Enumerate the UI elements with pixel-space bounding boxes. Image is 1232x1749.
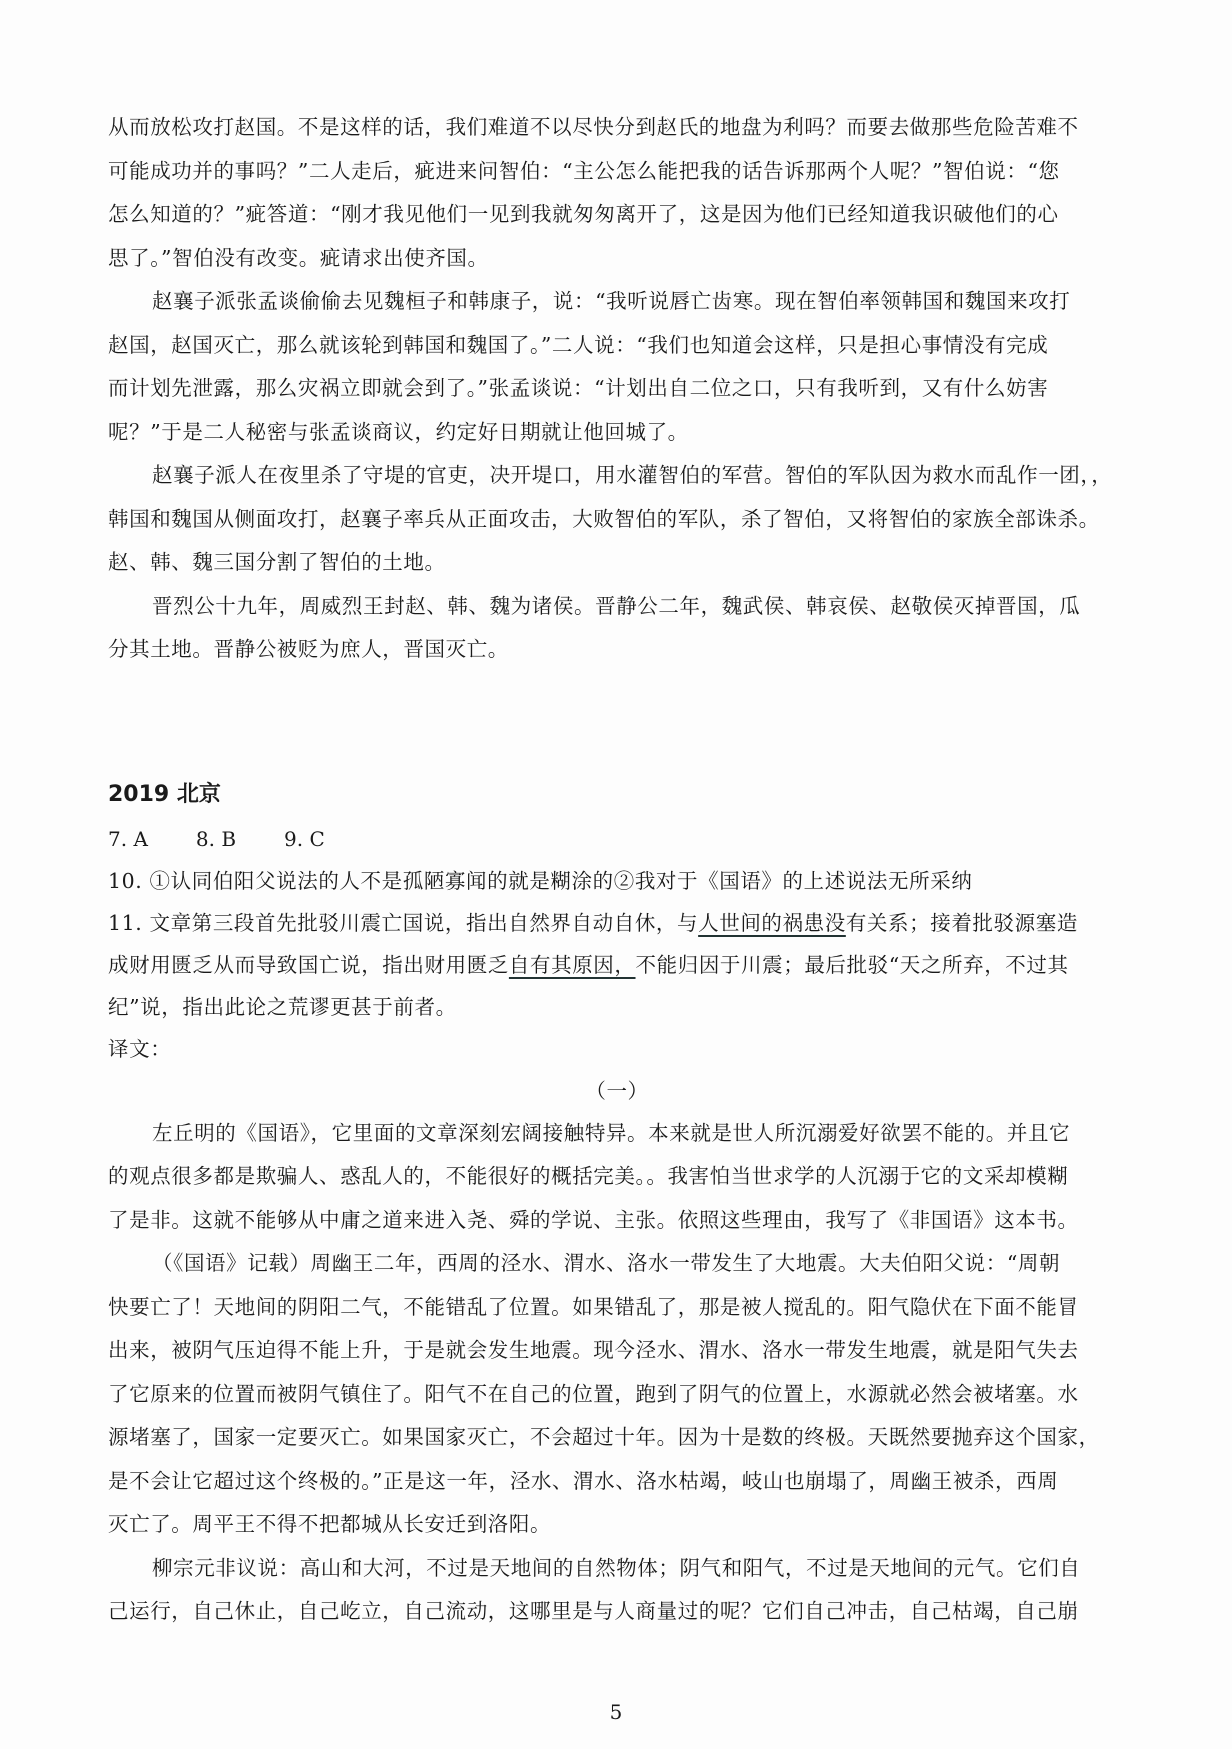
- text-line: 赵、韩、魏三国分割了智伯的土地。: [108, 550, 446, 574]
- text-line: 了它原来的位置而被阴气镇住了。阳气不在自己的位置，跑到了阴气的位置上，水源就必然会被堵塞。水: [108, 1381, 1079, 1406]
- subsection-heading: （一）: [585, 1078, 649, 1103]
- underlined-phrase: 人世间的祸患没: [698, 910, 846, 935]
- paragraph-intro: [108, 106, 1126, 280]
- text-line: 左丘明的《国语》，它里面的文章深刻宏阔接触特异。本来就是世人所沉溺爱好欲罢不能的。并且它: [152, 1120, 1071, 1145]
- text-line: 了是非。这就不能够从中庸之道来进入尧、舜的学说、主张。依照这些理由，我写了《非国语》这本书。: [108, 1207, 1079, 1232]
- text-line: （《国语》记载）周幽王二年，西周的泾水、渭水、洛水一带发生了大地震。大夫伯阳父说：“周朝: [152, 1251, 1061, 1275]
- text-line: 呢？”于是二人秘密与张孟谈商议，约定好日期就让他回城了。: [108, 419, 689, 444]
- translation-paragraph-3: [108, 1547, 1126, 1634]
- text-line: 柳宗元非议说：高山和大河，不过是天地间的自然物体；阴气和阳气，不过是天地间的元气。它们自: [152, 1555, 1081, 1580]
- answer-7: 7. A: [108, 826, 148, 851]
- text-line: 晋烈公十九年，周威烈王封赵、韩、魏为诸侯。晋静公二年，魏武侯、韩哀侯、赵敬侯灭掉晋国，瓜: [152, 593, 1081, 618]
- text-line: 的观点很多都是欺骗人、惑乱人的，不能很好的概括完美。。我害怕当世求学的人沉溺于它的文采却模糊: [108, 1164, 1069, 1188]
- text-line: 韩国和魏国从侧面攻打，赵襄子率兵从正面攻击，大败智伯的军队，杀了智伯，又将智伯的家族全部诛杀。: [108, 506, 1100, 531]
- text-line: 己运行，自己休止，自己屹立，自己流动，这哪里是与人商量过的呢？它们自己冲击，自己枯竭，自己崩: [108, 1599, 1079, 1623]
- text-line: 灭亡了。周平王不得不把都城从长安迁到洛阳。: [108, 1512, 552, 1536]
- underlined-phrase: 自有其原因，: [508, 952, 636, 977]
- text-line: 源堵塞了，国家一定要灭亡。如果国家灭亡，不会超过十年。因为十是数的终极。天既然要抛弃这个国家，: [108, 1425, 1100, 1449]
- text-line: 从而放松攻打赵国。不是这样的话，我们难道不以尽快分到赵氏的地盘为利吗？而要去做那些危险苦难不: [108, 115, 1079, 139]
- text-line: 是不会让它超过这个终极的。”正是这一年，泾水、渭水、洛水枯竭，岐山也崩塌了，周幽王被杀，西周: [108, 1468, 1059, 1493]
- text-span: 不能归因于川震；最后批驳“天之所弃，不过其: [635, 952, 1069, 977]
- text-line: 可能成功并的事吗？”二人走后，疵进来问智伯：“主公怎么能把我的话告诉那两个人呢？”智伯说：“您: [108, 158, 1060, 183]
- text-line: 纪”说，指出此论之荒谬更甚于前者。: [108, 994, 457, 1019]
- spacer: [108, 672, 1126, 772]
- section-title: 2019 北京: [108, 781, 221, 807]
- text-line: 分其土地。晋静公被贬为庶人，晋国灭亡。: [108, 637, 509, 661]
- text-span: 有关系；接着批驳源塞造: [845, 910, 1078, 935]
- translation-label: 译文：: [108, 1036, 172, 1061]
- text-line: 出来，被阴气压迫得不能上升，于是就会发生地震。现今泾水、渭水、洛水一带发生地震，就是阳气失去: [108, 1338, 1079, 1362]
- answer-10: 10. ①认同伯阳父说法的人不是孤陋寡闻的就是糊涂的②我对于《国语》的上述说法无所采纳: [108, 868, 973, 893]
- text-line: 思了。”智伯没有改变。疵请求出使齐国。: [108, 245, 489, 270]
- answer-11: [108, 902, 1126, 1028]
- text-span: 成财用匮乏从而导致国亡说，指出财用匮乏: [108, 952, 509, 977]
- translation-paragraph-1: [108, 1112, 1126, 1243]
- paragraph-jin-fall: [108, 585, 1126, 672]
- document-body: [108, 106, 1126, 1634]
- text-line: 赵国，赵国灭亡，那么就该轮到韩国和魏国了。”二人说：“我们也知道会这样，只是担心事情没有完成: [108, 332, 1049, 357]
- text-line: [108, 902, 1126, 944]
- answer-row-mcq: [108, 818, 1126, 860]
- text-line: 而计划先泄露，那么灾祸立即就会到了。”张孟谈说：“计划出自二位之口，只有我听到，又有什么妨害: [108, 376, 1049, 400]
- text-line: 快要亡了！天地间的阴阳二气，不能错乱了位置。如果错乱了，那是被人搅乱的。阳气隐伏在下面不能冒: [108, 1294, 1079, 1319]
- text-span: 11. 文章第三段首先批驳川震亡国说，指出自然界自动自休，与: [108, 910, 699, 935]
- text-line: 赵襄子派张孟谈偷偷去见魏桓子和韩康子，说：“我听说唇亡齿寒。现在智伯率领韩国和魏国来攻打: [152, 289, 1071, 313]
- text-line: [108, 944, 1126, 986]
- text-line: 赵襄子派人在夜里杀了守堤的官吏，决开堤口，用水灌智伯的军营。智伯的军队因为救水而乱作一团，，: [152, 463, 1113, 487]
- translation-paragraph-2: [108, 1242, 1126, 1547]
- answer-8: 8. B: [195, 826, 237, 851]
- paragraph-zhang-mengtan: [108, 280, 1126, 454]
- answer-9: 9. C: [284, 826, 325, 851]
- paragraph-flood-attack: [108, 454, 1126, 585]
- text-line: 怎么知道的？”疵答道：“刚才我见他们一见到我就匆匆离开了，这是因为他们已经知道我识破他们的心: [108, 202, 1059, 226]
- page-number: 5: [609, 1700, 623, 1724]
